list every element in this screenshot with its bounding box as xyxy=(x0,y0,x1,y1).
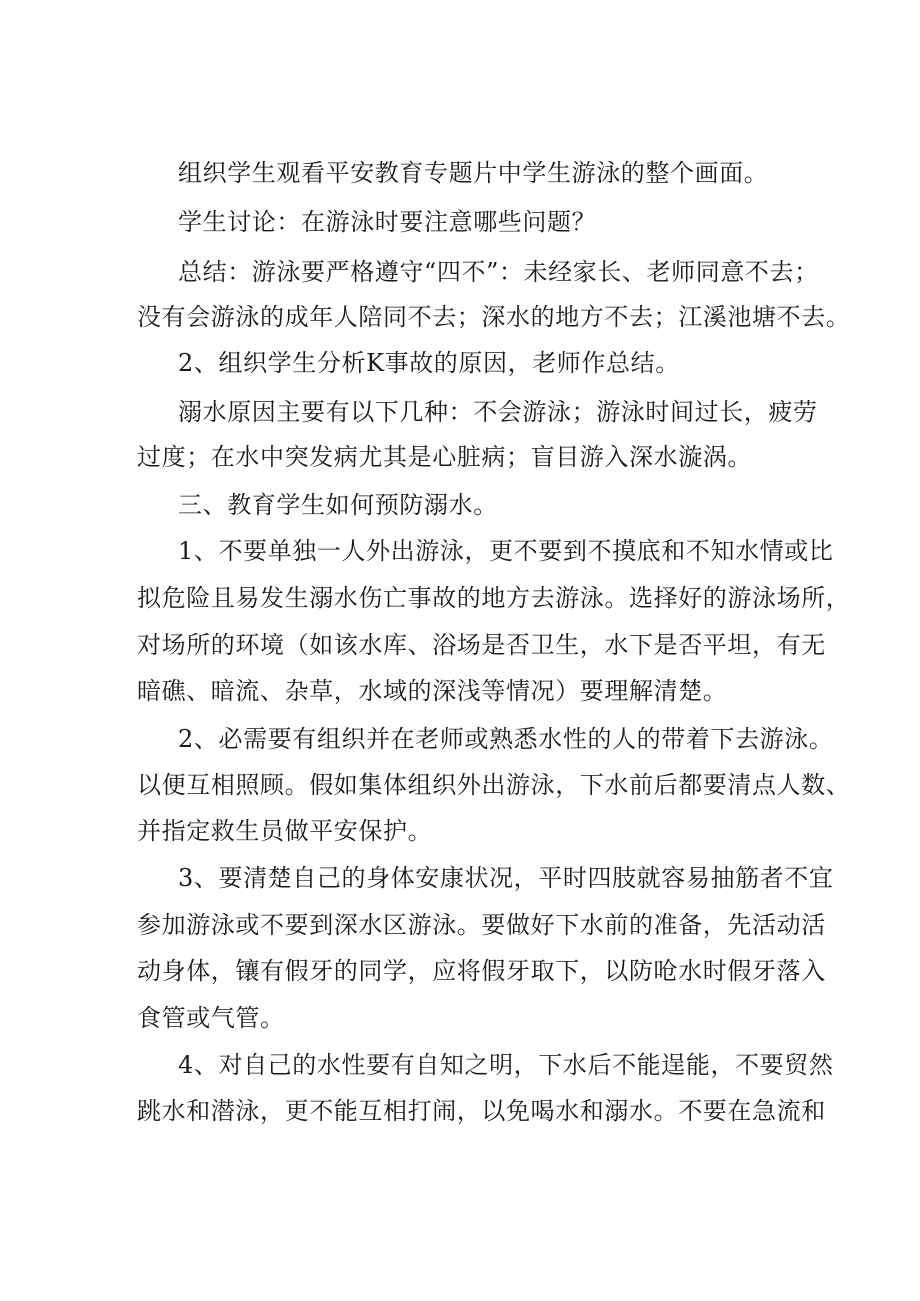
text-line: 2、组织学生分析K事故的原因，老师作总结。 xyxy=(178,349,680,377)
text-line: 没有会游泳的成年人陪同不去；深水的地方不去；江溪池塘不去。 xyxy=(137,303,851,331)
text-line: 并指定救生员做平安保护。 xyxy=(137,817,433,845)
text-line: 2、必需要有组织并在老师或熟悉水性的人的带着下去游泳。 xyxy=(178,725,834,753)
text-line: 3、要清楚自己的身体安康状况，平时四肢就容易抽筋者不宜 xyxy=(178,864,834,892)
text-line: 跳水和潜泳，更不能互相打闹，以免喝水和溺水。不要在急流和 xyxy=(137,1097,826,1125)
text-line: 参加游泳或不要到深水区游泳。要做好下水前的准备，先活动活 xyxy=(137,911,826,939)
text-line: 对场所的环境（如该水库、浴场是否卫生，水下是否平坦，有无 xyxy=(137,631,826,659)
text-line: 1、不要单独一人外出游泳，更不要到不摸底和不知水情或比 xyxy=(178,537,834,565)
text-line: 学生讨论：在游泳时要注意哪些问题？ xyxy=(178,208,597,236)
text-line: 过度；在水中突发病尤其是心脏病；盲目游入深水漩涡。 xyxy=(137,443,752,471)
text-line: 食管或气管。 xyxy=(137,1004,285,1032)
text-line: 总结：游泳要严格遵守“四不”：未经家长、老师同意不去； xyxy=(178,258,819,286)
text-line: 组织学生观看平安教育专题片中学生游泳的整个画面。 xyxy=(178,159,769,187)
text-line: 溺水原因主要有以下几种：不会游泳；游泳时间过长，疲劳 xyxy=(178,398,818,426)
text-line: 拟危险且易发生溺水伤亡事故的地方去游泳。选择好的游泳场所， xyxy=(137,584,851,612)
text-line: 暗礁、暗流、杂草，水域的深浅等情况）要理解清楚。 xyxy=(137,677,728,705)
text-line: 动身体，镶有假牙的同学，应将假牙取下，以防呛水时假牙落入 xyxy=(137,957,826,985)
text-line: 以便互相照顾。假如集体组织外出游泳，下水前后都要清点人数、 xyxy=(137,771,851,799)
text-line: 4、对自己的水性要有自知之明，下水后不能逞能，不要贸然 xyxy=(178,1051,834,1079)
text-line: 三、教育学生如何预防溺水。 xyxy=(178,491,498,519)
